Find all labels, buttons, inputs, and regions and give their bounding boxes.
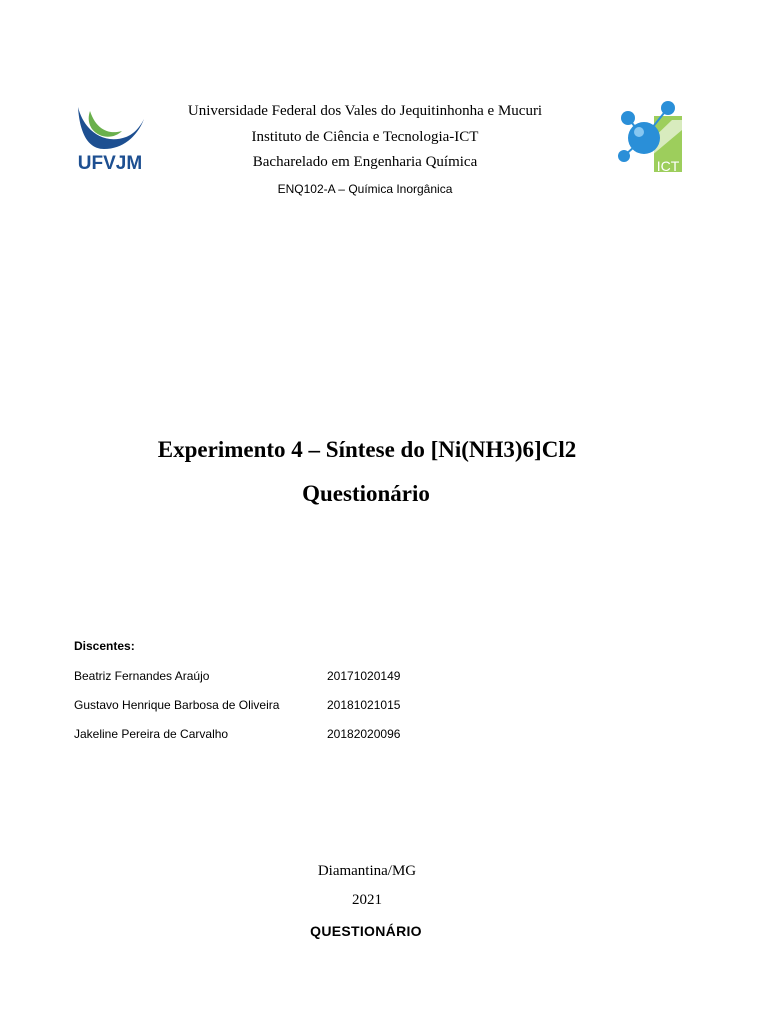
course-name: Bacharelado em Engenharia Química	[252, 154, 478, 170]
section-heading: QUESTIONÁRIO	[310, 923, 422, 939]
document-title: Experimento 4 – Síntese do [Ni(NH3)6]Cl2	[157, 437, 577, 462]
student-id: 20181021015	[327, 698, 401, 712]
institute-name: Instituto de Ciência e Tecnologia-ICT	[251, 129, 479, 145]
students-label: Discentes:	[74, 639, 135, 653]
student-row	[74, 697, 474, 713]
student-name: Gustavo Henrique Barbosa de Oliveira	[74, 698, 280, 712]
student-row	[74, 668, 474, 684]
student-name: Beatriz Fernandes Araújo	[74, 669, 210, 683]
discipline-name: ENQ102-A – Química Inorgânica	[277, 182, 453, 196]
student-row	[74, 726, 474, 742]
city: Diamantina/MG	[317, 863, 417, 879]
student-name: Jakeline Pereira de Carvalho	[74, 727, 229, 741]
year: 2021	[352, 892, 382, 908]
ict-logo-text: ICT	[656, 158, 680, 174]
student-id: 20182020096	[327, 727, 401, 741]
student-id: 20171020149	[327, 669, 401, 683]
ufvjm-logo	[74, 101, 146, 173]
document-subtitle: Questionário	[302, 481, 430, 506]
university-name: Universidade Federal dos Vales do Jequitinhonha e Mucuri	[187, 103, 543, 119]
ufvjm-logo-text: UFVJM	[77, 153, 143, 173]
ict-logo	[610, 100, 684, 174]
